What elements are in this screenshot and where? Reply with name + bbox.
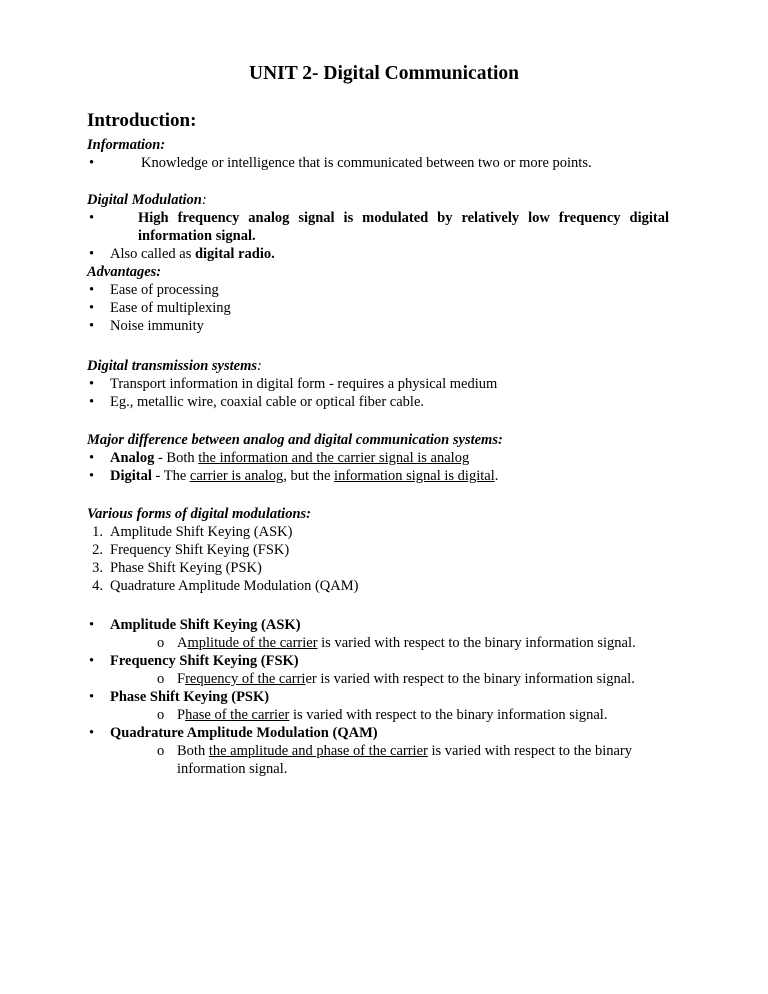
sub-list-item: o Frequency of the carrier is varied with respect to the binary information signal. [157, 671, 635, 687]
bullet-icon: • [89, 246, 95, 262]
list-item: 1. Amplitude Shift Keying (ASK) [92, 524, 293, 540]
advantages-heading: Advantages: [87, 264, 162, 280]
list-item: • Analog - Both the information and the carrier signal is analog [89, 450, 470, 466]
list-item: • Ease of processing [89, 282, 219, 298]
list-item: 2. Frequency Shift Keying (FSK) [92, 542, 290, 558]
sub-bullet-icon: o [157, 635, 165, 651]
bullet-icon: • [89, 725, 95, 741]
sub-bullet-icon: o [157, 707, 165, 723]
list-item: • Knowledge or intelligence that is communicated between two or more points. [89, 155, 592, 171]
introduction-heading: Introduction: [87, 110, 197, 131]
transmission-heading: Digital transmission systems: [87, 358, 262, 374]
list-item: • High frequency analog signal is modulated by relatively low frequency digital information signal. [89, 210, 669, 244]
sub-list-item: o Amplitude of the carrier is varied with respect to the binary information signal. [157, 635, 636, 651]
forms-section [87, 505, 669, 595]
difference-section [87, 431, 669, 485]
bullet-icon: • [89, 689, 95, 705]
list-item: • Ease of multiplexing [89, 300, 231, 316]
sub-list-item: o Both the amplitude and phase of the carrier is varied with respect to the binary information signal. [157, 743, 632, 777]
page-title: UNIT 2- Digital Communication [249, 63, 519, 84]
details-section [87, 616, 669, 778]
bullet-icon: • [89, 282, 95, 298]
information-section [87, 136, 669, 172]
sub-bullet-icon: o [157, 671, 165, 687]
bullet-icon: • [89, 300, 95, 316]
list-item: • Also called as digital radio. [89, 246, 275, 262]
list-item: • Frequency Shift Keying (FSK) [89, 653, 299, 669]
list-item: 4. Quadrature Amplitude Modulation (QAM) [92, 578, 359, 594]
information-heading: Information: [87, 137, 166, 153]
advantages-section [87, 263, 669, 335]
sub-list-item: o Phase of the carrier is varied with respect to the binary information signal. [157, 707, 608, 723]
list-item: • Transport information in digital form - requires a physical medium [89, 376, 498, 392]
bullet-icon: • [89, 468, 95, 484]
list-item: 3. Phase Shift Keying (PSK) [92, 560, 262, 576]
transmission-section [87, 357, 669, 411]
difference-heading: Major difference between analog and digital communication systems: [87, 432, 503, 448]
sub-bullet-icon: o [157, 743, 165, 759]
bullet-icon: • [89, 617, 95, 633]
bullet-icon: • [89, 450, 95, 466]
digital-modulation-section [87, 191, 669, 263]
forms-heading: Various forms of digital modulations: [87, 506, 311, 522]
bullet-icon: • [89, 318, 95, 334]
list-item: • Eg., metallic wire, coaxial cable or optical fiber cable. [89, 394, 425, 410]
list-item: • Quadrature Amplitude Modulation (QAM) [89, 725, 378, 741]
bullet-icon: • [89, 155, 95, 171]
bullet-icon: • [89, 376, 95, 392]
bullet-icon: • [89, 653, 95, 669]
digital-modulation-heading: Digital Modulation: [87, 192, 207, 208]
bullet-icon: • [89, 394, 95, 410]
bullet-icon: • [89, 210, 95, 226]
list-item: • Noise immunity [89, 318, 204, 334]
list-item: • Amplitude Shift Keying (ASK) [89, 617, 301, 633]
list-item: • Digital - The carrier is analog, but the information signal is digital. [89, 468, 499, 484]
list-item: • Phase Shift Keying (PSK) [89, 689, 270, 705]
